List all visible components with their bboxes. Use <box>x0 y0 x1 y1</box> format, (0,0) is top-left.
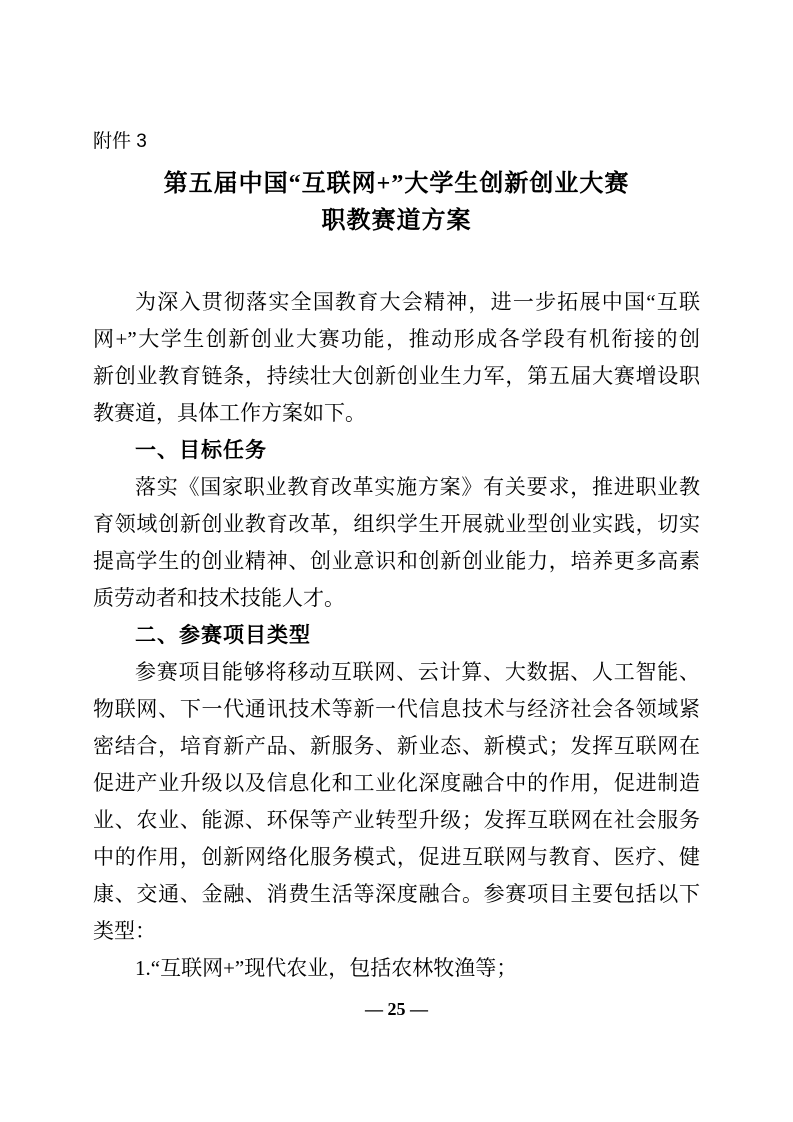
paragraph-line: 促进产业升级以及信息化和工业化深度融合中的作用，促进制造 <box>93 771 700 795</box>
paragraph-line: 类型： <box>93 919 156 943</box>
paragraph-line: 教赛道，具体工作方案如下。 <box>93 401 366 425</box>
paragraph-line: 物联网、下一代通讯技术等新一代信息技术与经济社会各领域紧 <box>93 697 700 721</box>
attachment-label: 附件 3 <box>93 131 147 152</box>
section-heading-project-types: 二、参赛项目类型 <box>135 624 311 647</box>
paragraph-line: 质劳动者和技术技能人才。 <box>93 586 345 610</box>
document-body <box>93 284 700 987</box>
section-heading-goal-tasks: 一、目标任务 <box>135 439 267 462</box>
document-content <box>93 128 700 1021</box>
document-title-line2: 职教赛道方案 <box>321 208 472 234</box>
paragraph-line: 中的作用，创新网络化服务模式，促进互联网与教育、医疗、健 <box>93 845 700 869</box>
paragraph-line: 落实《国家职业教育改革实施方案》有关要求，推进职业教 <box>135 475 700 499</box>
paragraph-line: 育领域创新创业教育改革，组织学生开展就业型创业实践，切实 <box>93 512 700 536</box>
paragraph-line: 业、农业、能源、环保等产业转型升级；发挥互联网在社会服务 <box>93 808 700 832</box>
paragraph-line: 提高学生的创业精神、创业意识和创新创业能力，培养更多高素 <box>93 549 700 573</box>
list-item-1: 1.“互联网+”现代农业，包括农林牧渔等； <box>135 956 518 980</box>
paragraph-line: 新创业教育链条，持续壮大创新创业生力军，第五届大赛增设职 <box>93 364 700 388</box>
paragraph-line: 网+”大学生创新创业大赛功能，推动形成各学段有机衔接的创 <box>93 327 700 351</box>
paragraph-line: 参赛项目能够将移动互联网、云计算、大数据、人工智能、 <box>135 660 700 684</box>
document-title-line1: 第五届中国“互联网+”大学生创新创业大赛 <box>163 171 630 197</box>
paragraph-line: 为深入贯彻落实全国教育大会精神，进一步拓展中国“互联 <box>135 290 700 314</box>
page-number: — 25 — <box>365 999 428 1019</box>
paragraph-line: 密结合，培育新产品、新服务、新业态、新模式；发挥互联网在 <box>93 734 700 758</box>
paragraph-line: 康、交通、金融、消费生活等深度融合。参赛项目主要包括以下 <box>93 882 700 906</box>
